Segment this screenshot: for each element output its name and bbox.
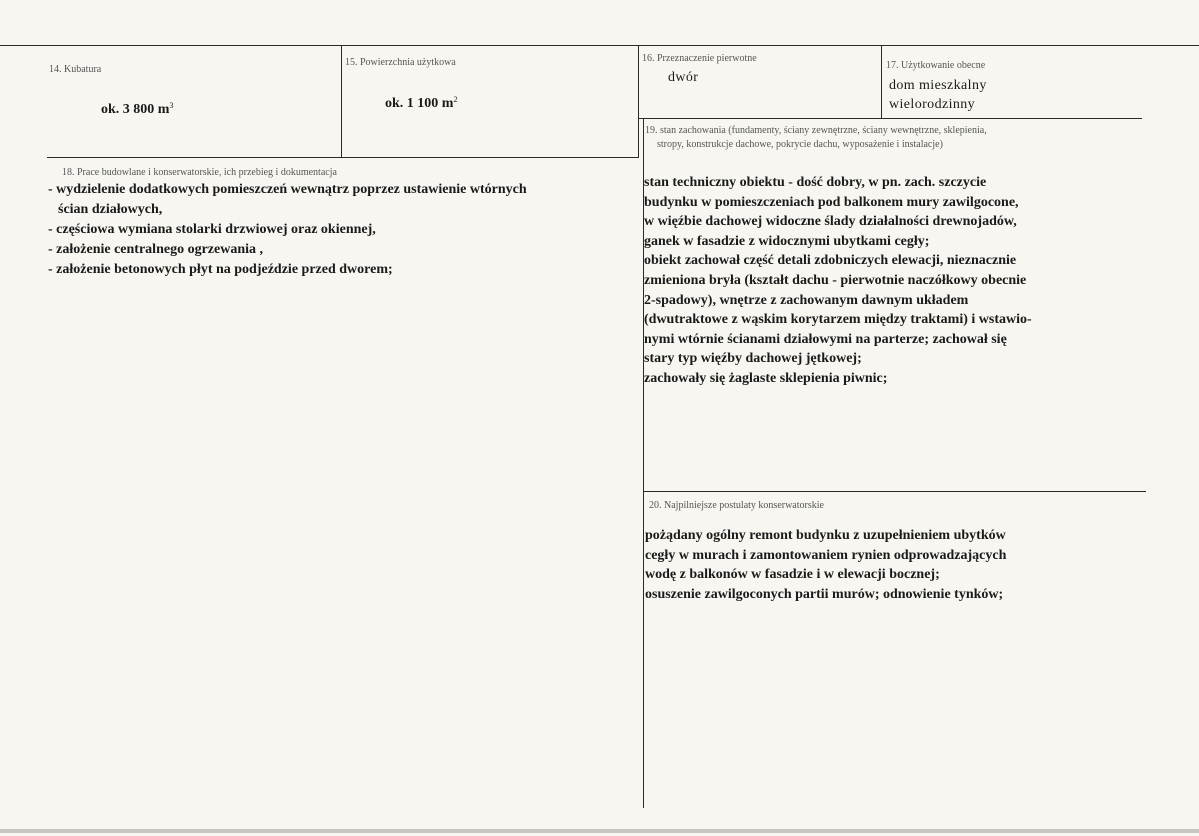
field-18-line: - założenie centralnego ogrzewania , (48, 242, 263, 257)
divider-row1-left (47, 157, 639, 158)
field-19-line: zachowały się żaglaste sklepienia piwnic; (644, 370, 888, 386)
field-19-line: 2-spadowy), wnętrze z zachowanym dawnym układem (644, 292, 969, 308)
field-18-line: - założenie betonowych płyt na podjeździe przed dworem; (48, 262, 393, 277)
field-19-line: zmieniona bryła (kształt dachu - pierwotnie naczółkowy obecnie (644, 272, 1027, 288)
field-19-line: nymi wtórnie ścianami działowymi na parterze; zachował się (644, 331, 1007, 347)
field-18-text (48, 180, 527, 280)
field-18-line: ścian działowych, (58, 202, 163, 217)
field-20-line: cegły w murach i zamontowaniem rynien odprowadzających (645, 547, 1007, 563)
field-17-label: 17. Użytkowanie obecne (886, 60, 986, 71)
divider-14-15 (341, 45, 342, 158)
page-bottom-edge (0, 829, 1199, 833)
field-15-label: 15. Powierzchnia użytkowa (345, 57, 456, 68)
field-19-line: ganek w fasadzie z widocznymi ubytkami cegły; (644, 233, 930, 249)
field-14-unit-exponent: 3 (169, 101, 174, 110)
field-17-value-line-1: dom mieszkalny (889, 78, 987, 93)
field-15-value (385, 91, 457, 113)
field-14-value-text: ok. 3 800 m (101, 102, 170, 117)
field-20-line: pożądany ogólny remont budynku z uzupełnieniem ubytków (645, 528, 1006, 543)
divider-16-17 (881, 45, 882, 118)
field-20-label: 20. Najpilniejsze postulaty konserwatorskie (649, 500, 824, 511)
field-20-line: osuszenie zawilgoconych partii murów; odnowienie tynków; (645, 586, 1004, 602)
field-19-line: stan techniczny obiektu - dość dobry, w pn. zach. szczycie (644, 175, 987, 190)
field-18-label: 18. Prace budowlane i konserwatorskie, ich przebieg i dokumentacja (62, 167, 337, 178)
field-19-line: stary typ więźby dachowej jętkowej; (644, 351, 862, 367)
field-15-value-text: ok. 1 100 m (385, 96, 454, 111)
divider-15-16 (638, 45, 639, 158)
field-16-label: 16. Przeznaczenie pierwotne (642, 53, 757, 64)
field-19-text (644, 173, 1032, 389)
field-19-label-line-2: stropy, konstrukcje dachowe, pokrycie dachu, wyposażenie i instalacje) (657, 139, 943, 150)
field-15-unit-exponent: 2 (453, 95, 458, 104)
field-20-line: wodę z balkonów w fasadzie i w elewacji bocznej; (645, 567, 940, 583)
field-19-line: obiekt zachował część detali zdobniczych elewacji, nieznacznie (644, 253, 1017, 269)
field-14-value (101, 97, 173, 119)
top-border (0, 45, 1199, 46)
field-19-label-line-1: 19. stan zachowania (fundamenty, ściany zewnętrzne, ściany wewnętrzne, sklepienia, (645, 125, 987, 136)
field-19-line: (dwutraktowe z wąskim korytarzem między traktami) i wstawio- (644, 312, 1032, 328)
field-19-line: budynku w pomieszczeniach pod balkonem mury zawilgocone, (644, 194, 1019, 210)
field-20-text (645, 526, 1006, 604)
field-16-value: dwór (668, 70, 699, 85)
divider-19-20 (643, 491, 1146, 492)
field-17-value-line-2: wielorodzinny (889, 97, 976, 112)
field-18-line: - wydzielenie dodatkowych pomieszczeń wewnątrz poprzez ustawienie wtórnych (48, 182, 527, 197)
field-14-label: 14. Kubatura (49, 64, 102, 75)
field-18-line: - częściowa wymiana stolarki drzwiowej oraz okiennej, (48, 222, 376, 237)
field-19-line: w więźbie dachowej widoczne ślady działalności drewnojadów, (644, 214, 1017, 230)
divider-row1-right (638, 118, 1142, 119)
